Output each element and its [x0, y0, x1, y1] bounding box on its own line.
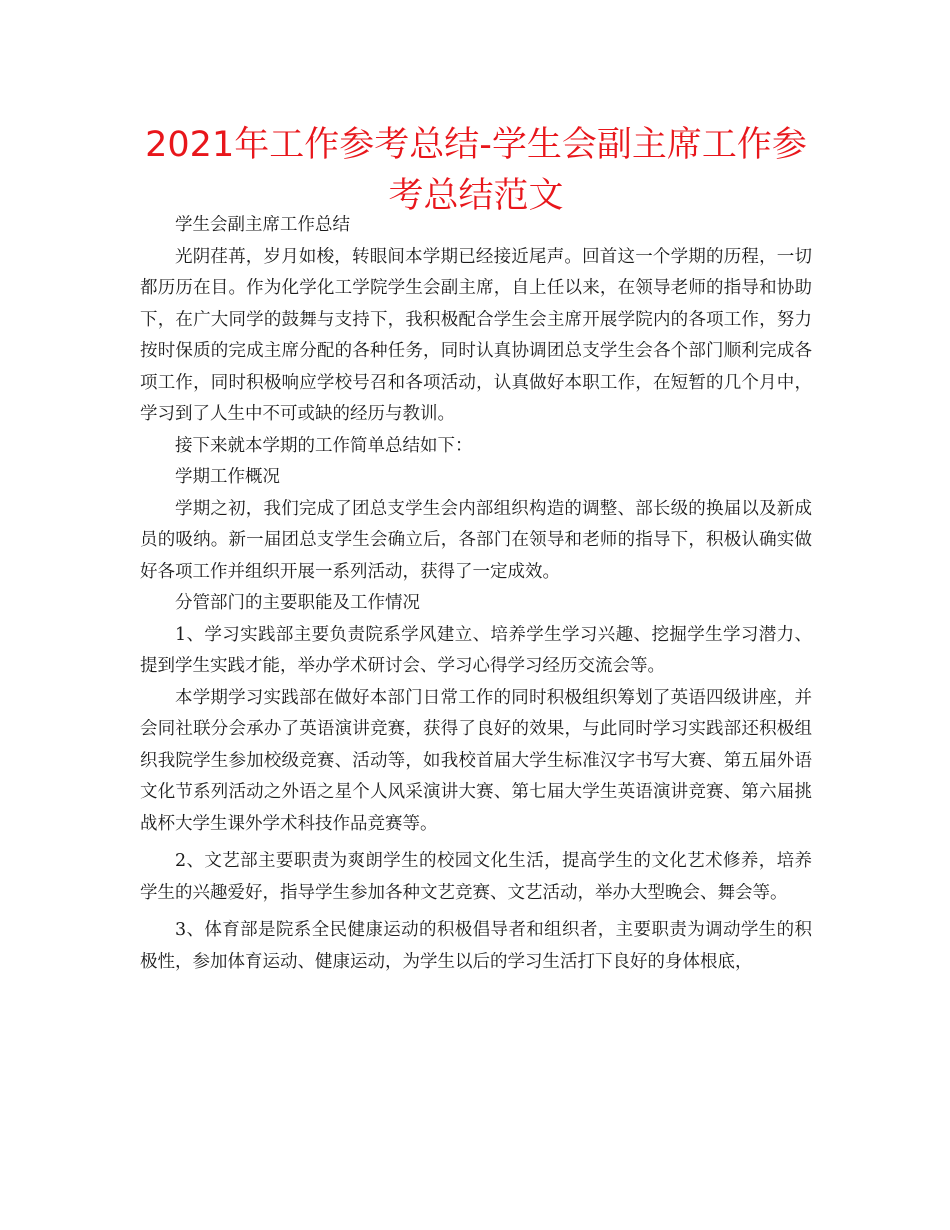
paragraph: 3、体育部是院系全民健康运动的积极倡导者和组织者，主要职责为调动学生的积极性，参加体育运动、健康运动，为学生以后的学习生活打下良好的身体根底，	[140, 920, 812, 972]
paragraph: 2、文艺部主要职责为爽朗学生的校园文化生活，提高学生的文化艺术修养，培养学生的兴趣爱好，指导学生参加各种文艺竞赛、文艺活动，举办大型晚会、舞会等。	[140, 851, 812, 903]
section-heading: 学生会副主席工作总结	[175, 215, 350, 235]
paragraph: 1、学习实践部主要负责院系学风建立、培养学生学习兴趣、挖掘学生学习潜力、提到学生实践才能，举办学术研讨会、学习心得学习经历交流会等。	[140, 624, 812, 676]
section-heading: 分管部门的主要职能及工作情况	[175, 593, 420, 613]
paragraph: 光阴荏苒，岁月如梭，转眼间本学期已经接近尾声。回首这一个学期的历程，一切都历历在目。作为化学化工学院学生会副主席，自上任以来，在领导老师的指导和协助下，在广大同学的鼓舞与支持下，我积极配合学生会主席开展学院内的各项工作，努力按时保质的完成主席分配的各种任务，同时认真协调团总支学生会各个部门顺利完成各项工作，同时积极响应学校号召和各项活动，认真做好本职工作，在短暂的几个月中，学习到了人生中不可或缺的经历与教训。	[140, 246, 812, 424]
paragraph: 接下来就本学期的工作简单总结如下：	[175, 435, 473, 456]
document-title: 2021年工作参考总结-学生会副主席工作参考总结范文	[145, 125, 807, 216]
paragraph: 学期之初，我们完成了团总支学生会内部组织构造的调整、部长级的换届以及新成员的吸纳。新一届团总支学生会确立后，各部门在领导和老师的指导下，积极认确实做好各项工作并组织开展一系列活动，获得了一定成效。	[140, 498, 812, 582]
document-body	[140, 210, 812, 978]
paragraph: 本学期学习实践部在做好本部门日常工作的同时积极组织筹划了英语四级讲座，并会同社联分会承办了英语演讲竞赛，获得了良好的效果，与此同时学习实践部还积极组织我院学生参加校级竞赛、活动等，如我校首届大学生标准汉字书写大赛、第五届外语文化节系列活动之外语之星个人风采演讲大赛、第七届大学生英语演讲竞赛、第六届挑战杯大学生课外学术科技作品竞赛等。	[140, 687, 812, 834]
section-heading: 学期工作概况	[175, 467, 280, 487]
